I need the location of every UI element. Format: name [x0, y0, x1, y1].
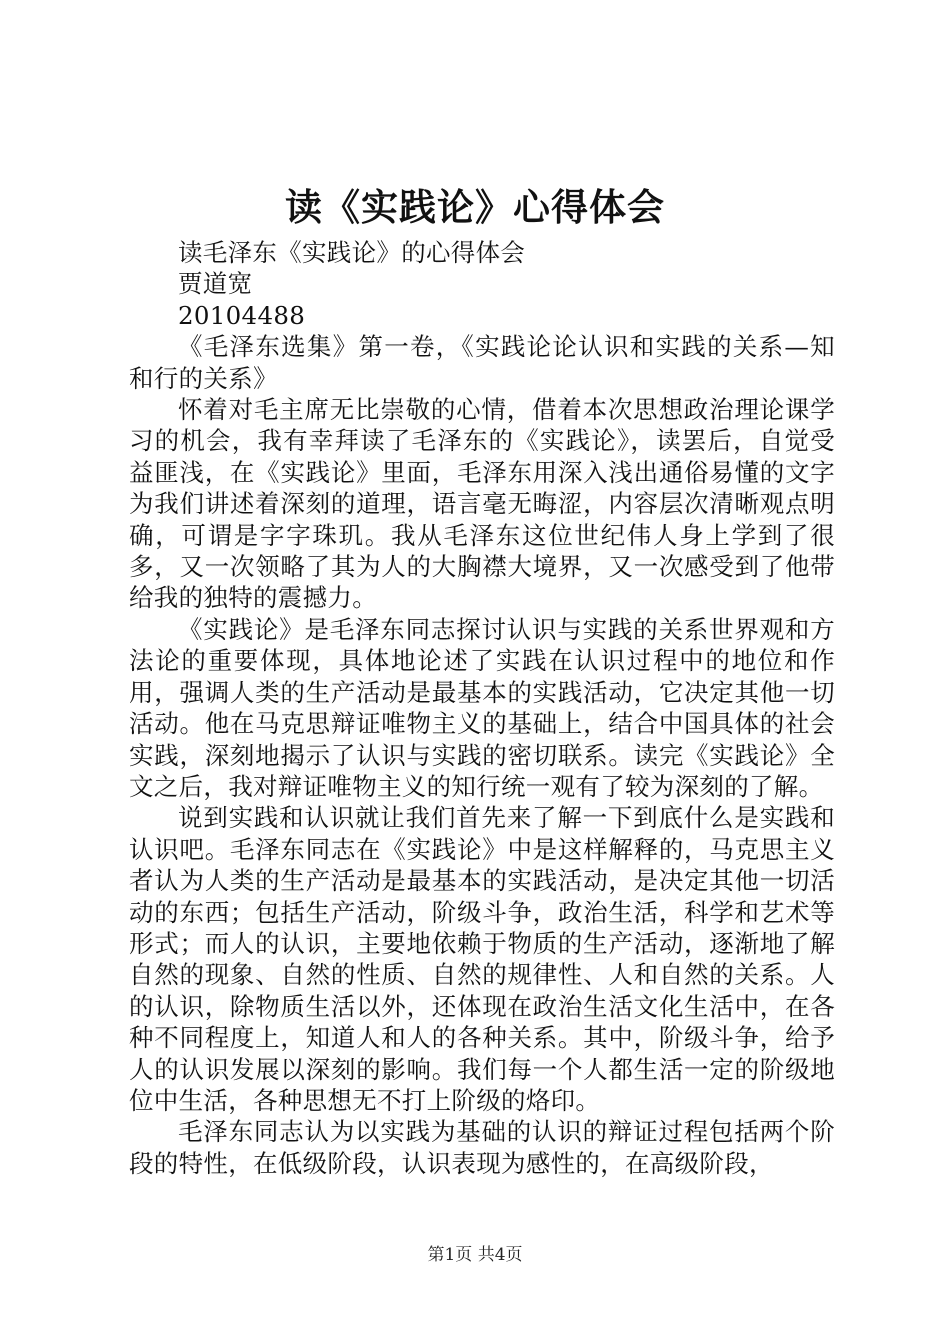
student-id: 20104488 [178, 300, 306, 330]
document-title: 读《实践论》心得体会 [285, 186, 665, 229]
page-footer: 第1页 共4页 [427, 1245, 523, 1265]
paragraph: 说到实践和认识就让我们首先来了解一下到底什么是实践和认识吧。毛泽东同志在《实践论》中是这样解释的，马克思主义者认为人类的生产活动是最基本的实践活动，是决定其他一切活动的东西；包括生产活动，阶级斗争，政治生活，科学和艺术等形式；而人的认识，主要地依赖于物质的生产活动，逐渐地了解自然的现象、自然的性质、自然的规律性、人和自然的关系。人的认识，除物质生活以外，还体现在政治生活文化生活中，在各种不同程度上，知道人和人的各种关系。其中，阶级斗争，给予人的认识发展以深刻的影响。我们每一个人都生活一定的阶级地位中生活，各种思想无不打上阶级的烙印。 [129, 803, 835, 1115]
document-body [129, 237, 835, 1179]
author-name: 贾道宽 [178, 269, 253, 299]
paragraph: 毛泽东同志认为以实践为基础的认识的辩证过程包括两个阶段的特性，在低级阶段，认识表现为感性的，在高级阶段， [129, 1117, 835, 1178]
paragraph: 怀着对毛主席无比崇敬的心情，借着本次思想政治理论课学习的机会，我有幸拜读了毛泽东的《实践论》，读罢后，自觉受益匪浅，在《实践论》里面，毛泽东用深入浅出通俗易懂的文字为我们讲述着深刻的道理，语言毫无晦涩，内容层次清晰观点明确，可谓是字字珠玑。我从毛泽东这位世纪伟人身上学到了很多，又一次领略了其为人的大胸襟大境界，又一次感受到了他带给我的独特的震撼力。 [129, 395, 835, 613]
paragraph: 《毛泽东选集》第一卷，《实践论论认识和实践的关系—知和行的关系》 [129, 332, 835, 393]
document-subtitle: 读毛泽东《实践论》的心得体会 [178, 238, 526, 267]
paragraph: 《实践论》是毛泽东同志探讨认识与实践的关系世界观和方法论的重要体现，具体地论述了实践在认识过程中的地位和作用，强调人类的生产活动是最基本的实践活动，它决定其他一切活动。他在马克思辩证唯物主义的基础上，结合中国具体的社会实践，深刻地揭示了认识与实践的密切联系。读完《实践论》全文之后，我对辩证唯物主义的知行统一观有了较为深刻的了解。 [129, 614, 835, 801]
